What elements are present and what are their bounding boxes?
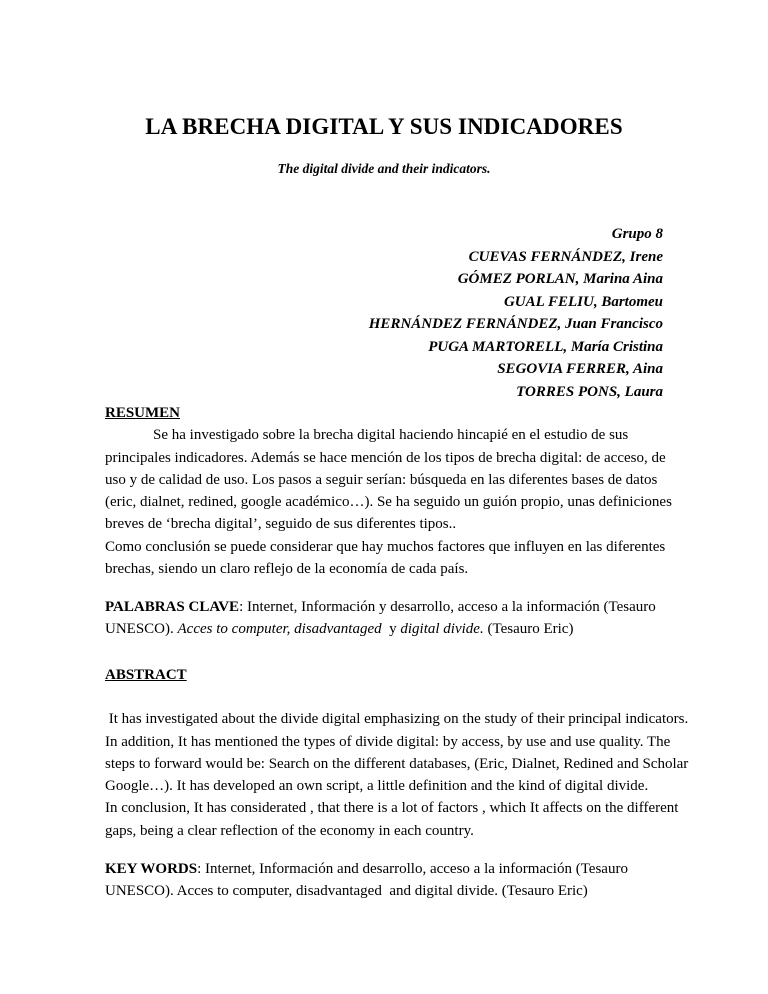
resumen-heading: RESUMEN — [105, 405, 181, 421]
abstract-line: steps to forward would be: Search on the different databases, (Eric, Dialnet, Redined and Scholar — [105, 755, 689, 772]
palabras-clave-text: (Tesauro Eric) — [483, 621, 574, 638]
resumen-line: principales indicadores. Además se hace mención de los tipos de brecha digital: de acceso, de — [105, 449, 666, 466]
abstract-line: It has investigated about the divide digital emphasizing on the study of their principal indicators. — [105, 711, 689, 728]
resumen-line: (eric, dialnet, redined, google académico…). Se ha seguido un guión propio, unas definiciones — [105, 494, 672, 511]
resumen-line: breves de ‘brecha digital’, seguido de sus diferentes tipos.. — [105, 516, 457, 533]
resumen-line: Se ha investigado sobre la brecha digital haciendo hincapié en el estudio de sus — [153, 427, 629, 444]
author-name: CUEVAS FERNÁNDEZ, Irene — [468, 248, 663, 265]
abstract-line: gaps, being a clear reflection of the economy in each country. — [105, 822, 474, 839]
key-words-section — [105, 858, 675, 903]
author-name: GÓMEZ PORLAN, Marina Aina — [457, 271, 663, 287]
palabras-clave-italic: digital divide. — [400, 621, 484, 638]
palabras-clave-section — [105, 596, 675, 641]
document-title: LA BRECHA DIGITAL Y SUS INDICADORES — [145, 114, 623, 139]
resumen-line: uso y de calidad de uso. Los pasos a seguir serían: búsqueda en las diferentes bases de datos — [105, 471, 658, 488]
abstract-section — [105, 664, 689, 842]
abstract-line: In conclusion, It has considerated , that there is a lot of factors , which It affects on the different — [105, 800, 679, 817]
author-name: HERNÁNDEZ FERNÁNDEZ, Juan Francisco — [368, 316, 663, 332]
palabras-clave-text: UNESCO). — [105, 621, 178, 638]
palabras-clave-italic: Acces to computer, disadvantaged — [177, 621, 382, 638]
author-name: TORRES PONS, Laura — [516, 383, 663, 400]
author-name: GUAL FELIU, Bartomeu — [503, 293, 663, 310]
key-words-text: UNESCO). Acces to computer, disadvantaged and digital divide. (Tesauro Eric) — [105, 883, 588, 900]
author-list — [369, 223, 663, 403]
palabras-clave-text: y — [381, 621, 401, 638]
document-subtitle: The digital divide and their indicators. — [277, 161, 491, 176]
resumen-line: Como conclusión se puede considerar que hay muchos factores que influyen en las diferentes — [105, 538, 666, 555]
resumen-line: brechas, siendo un claro reflejo de la economía de cada país. — [105, 561, 469, 578]
author-name: SEGOVIA FERRER, Aina — [497, 361, 663, 377]
resumen-section — [105, 402, 675, 580]
author-name: PUGA MARTORELL, María Cristina — [428, 338, 663, 355]
group-label: Grupo 8 — [611, 226, 663, 242]
palabras-clave-label: PALABRAS CLAVE — [105, 599, 240, 615]
palabras-clave-text: : Internet, Información y desarrollo, acceso a la información (Tesauro — [239, 599, 656, 615]
abstract-line: Google…). It has developed an own script, a little definition and the kind of digital divide. — [105, 778, 649, 795]
key-words-text: : Internet, Información and desarrollo, acceso a la información (Tesauro — [197, 861, 628, 877]
abstract-line: In addition, It has mentioned the types of divide digital: by access, by use and use quality. The — [105, 733, 671, 750]
key-words-label: KEY WORDS — [105, 861, 198, 877]
abstract-heading: ABSTRACT — [105, 667, 187, 683]
